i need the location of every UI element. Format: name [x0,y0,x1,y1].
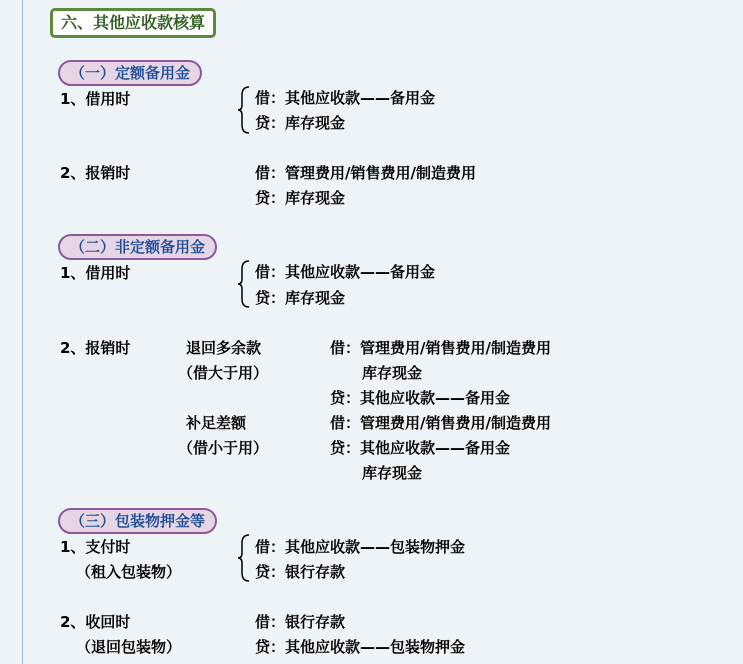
brace-icon [236,85,252,135]
s3-item2-label: 2、收回时 [60,613,131,631]
s2-case1-debit: 借：管理费用/销售费用/制造费用 [330,339,551,357]
s2-case2-name: 补足差额 [186,414,247,432]
s2-case2-debit: 借：管理费用/销售费用/制造费用 [330,414,551,432]
s1-item1-label: 1、借用时 [60,90,131,108]
s3-item1-debit: 借：其他应收款——包装物押金 [255,538,466,556]
s2-case1-condition: （借大于用） [178,364,269,382]
s3-item2-sub: （退回包装物） [76,638,182,656]
s3-item1-sub: （租入包装物） [76,563,182,581]
s2-item1-credit: 贷：库存现金 [255,289,346,307]
s1-item2-credit: 贷：库存现金 [255,189,346,207]
s2-case2-condition: （借小于用） [178,439,269,457]
s3-item2-debit: 借：银行存款 [255,613,346,631]
s1-item1-credit: 贷：库存现金 [255,114,346,132]
subsection-heading-nonfixed-imprest: （二）非定额备用金 [58,234,217,260]
s2-case1-credit: 贷：其他应收款——备用金 [330,389,511,407]
s2-case1-debit2: 库存现金 [362,364,423,382]
brace-icon [236,533,252,583]
brace-icon [236,259,252,309]
s2-item1-debit: 借：其他应收款——备用金 [255,263,436,281]
s2-case2-credit2: 库存现金 [362,464,423,482]
s1-item1-debit: 借：其他应收款——备用金 [255,89,436,107]
s3-item1-credit: 贷：银行存款 [255,563,346,581]
section-title: 六、其他应收款核算 [50,8,216,38]
s2-item2-label: 2、报销时 [60,339,131,357]
s2-case1-name: 退回多余款 [186,339,262,357]
s2-case2-credit: 贷：其他应收款——备用金 [330,439,511,457]
s1-item2-debit: 借：管理费用/销售费用/制造费用 [255,164,476,182]
left-rule [22,0,23,664]
subsection-heading-packaging-deposit: （三）包装物押金等 [58,508,217,534]
s1-item2-label: 2、报销时 [60,164,131,182]
s3-item1-label: 1、支付时 [60,538,131,556]
s2-item1-label: 1、借用时 [60,264,131,282]
s3-item2-credit: 贷：其他应收款——包装物押金 [255,638,466,656]
subsection-heading-fixed-imprest: （一）定额备用金 [58,60,202,86]
